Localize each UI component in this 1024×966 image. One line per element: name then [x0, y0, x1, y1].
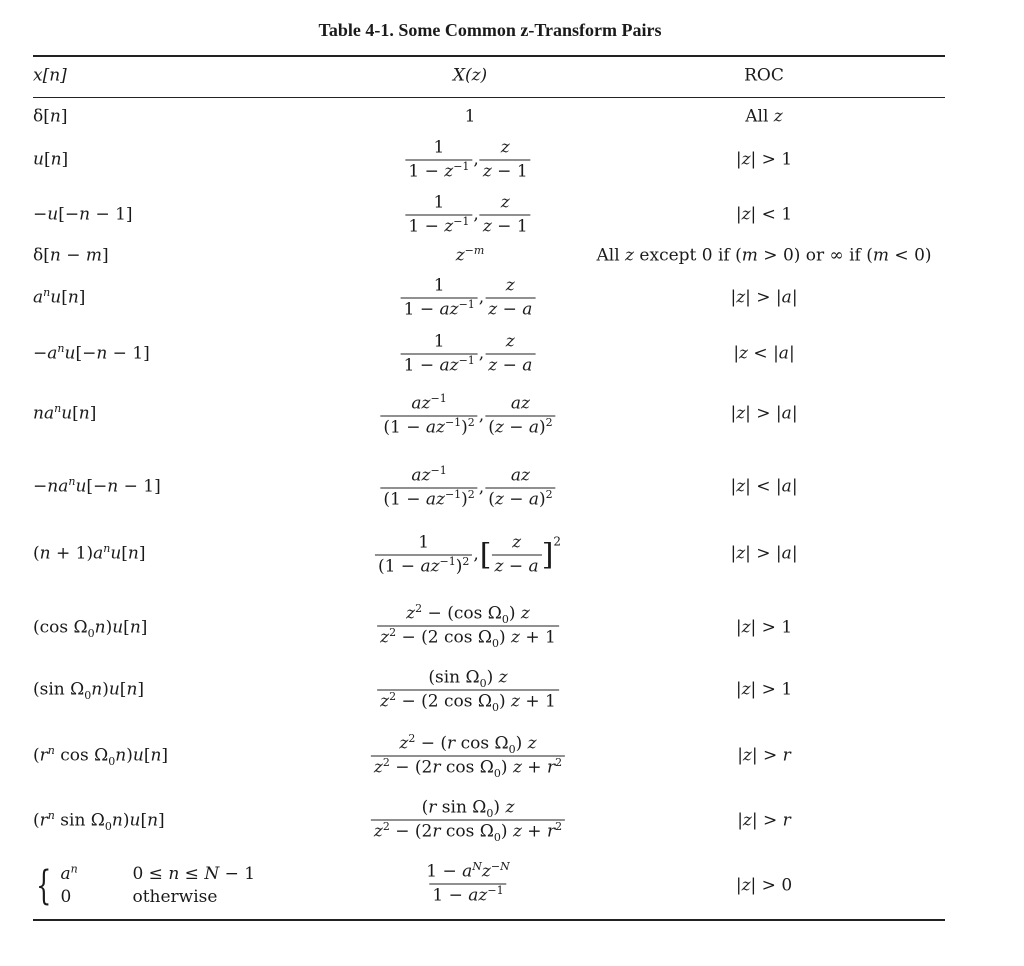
table-row-signal: $-a^nu[-n - 1]$ — [33, 341, 150, 364]
table-row-roc: |z| > 1 — [735, 149, 793, 170]
table-row-roc: |z| > 1 — [735, 617, 793, 638]
table-row-transform: $\frac{z^2 - (r \cos \Omega_0) z}{z^2 - (2r \cos \Omega_0) z + r^2}$ — [371, 736, 565, 777]
table-row-transform: $z^{-m}$ — [455, 243, 485, 266]
table-row-roc: |z| > r — [737, 745, 791, 766]
table-row-roc: All z — [745, 106, 783, 127]
table-row-transform: $\frac{(\sin \Omega_0) z}{z^2 - (2 \cos \Omega_0) z + 1}$ — [377, 670, 559, 711]
table-row-signal: −u[−n − 1] — [33, 204, 133, 225]
table-row-signal: (sin $\Omega_0n)u[n]$ — [33, 679, 145, 702]
left-brace-icon: { — [36, 863, 52, 909]
table-row-signal: $(n + 1)a^nu[n]$ — [33, 541, 146, 564]
table-row-roc: |z| > 0 — [735, 875, 793, 896]
table-row-signal: δ[n] — [33, 106, 68, 127]
table-row-transform: $\frac{1}{1 - az^{-1}}$ , $\frac{z}{z - a}$ — [401, 334, 536, 375]
table-row-transform: $\frac{1 - a^Nz^{-N}}{1 - az^{-1}}$ — [426, 859, 510, 906]
table-title: Table 4-1. Some Common z-Transform Pairs — [318, 20, 662, 40]
table-row-roc: |z < |a| — [733, 343, 795, 364]
table-row-roc: |z| < 1 — [735, 204, 793, 225]
table-row-transform: $\frac{1}{1 - az^{-1}}$ , $\frac{z}{z - a}$ — [401, 278, 536, 319]
table-row-roc: |z| > |a| — [730, 287, 798, 308]
table-row-roc: |z| > r — [737, 810, 791, 831]
table-row-signal: $-na^nu[-n - 1]$ — [33, 474, 161, 497]
table-row-signal: ($r^n$ $\cos \Omega_0n)u[n]$ — [33, 743, 169, 768]
table-row-transform: $\frac{z^2 - (\cos \Omega_0) z}{z^2 - (2 \cos \Omega_0) z + 1}$ — [377, 606, 559, 647]
table-row-roc: All z except 0 if (m > 0) or ∞ if (m < 0) — [596, 245, 932, 266]
table-row-transform: $\frac{1}{1 - z^{-1}}$ , $\frac{z}{z - 1}$ — [405, 195, 530, 236]
header-signal: x[n] — [33, 65, 67, 86]
table-row-transform: $\frac{1}{(1 - az^{-1})^2}$ , [ $\frac{z}{z - a}$ ] 2 — [375, 535, 561, 576]
table-row-signal: $na^nu[n]$ — [33, 401, 97, 424]
table-row-signal: ($r^n$ $\sin \Omega_0n)u[n]$ — [33, 808, 165, 833]
bottom-rule — [33, 919, 945, 921]
table-row-signal: u[n] — [33, 149, 69, 170]
table-row-signal: (cos $\Omega_0n)u[n]$ — [33, 617, 148, 640]
table-row-signal: { $a^n$ 0 ≤ n ≤ N − 1 0 otherwise — [36, 862, 256, 909]
table-row-transform: $\frac{(r \sin \Omega_0) z}{z^2 - (2r \cos \Omega_0) z + r^2}$ — [371, 800, 565, 841]
header-rule — [33, 97, 945, 98]
header-transform: X(z) — [452, 65, 488, 86]
table-row-roc: |z| < |a| — [730, 476, 798, 497]
table-row-transform: 1 — [464, 106, 476, 127]
table-row-transform: $\frac{1}{1 - z^{-1}}$ , $\frac{z}{z - 1}$ — [405, 140, 530, 181]
table-row-roc: |z| > |a| — [730, 543, 798, 564]
table-row-transform: $\frac{az^{-1}}{(1 - az^{-1})^2}$ , $\frac{az}{(z - a)^2}$ — [380, 396, 555, 437]
table-row-transform: $\frac{az^{-1}}{(1 - az^{-1})^2}$ , $\frac{az}{(z - a)^2}$ — [380, 468, 555, 509]
table-row-roc: |z| > 1 — [735, 679, 793, 700]
table-row-roc: |z| > |a| — [730, 403, 798, 424]
top-rule — [33, 55, 945, 57]
header-roc: ROC — [744, 65, 784, 86]
table-row-signal: $a^nu[n]$ — [33, 285, 86, 308]
table-row-signal: δ[n − m] — [33, 245, 109, 266]
